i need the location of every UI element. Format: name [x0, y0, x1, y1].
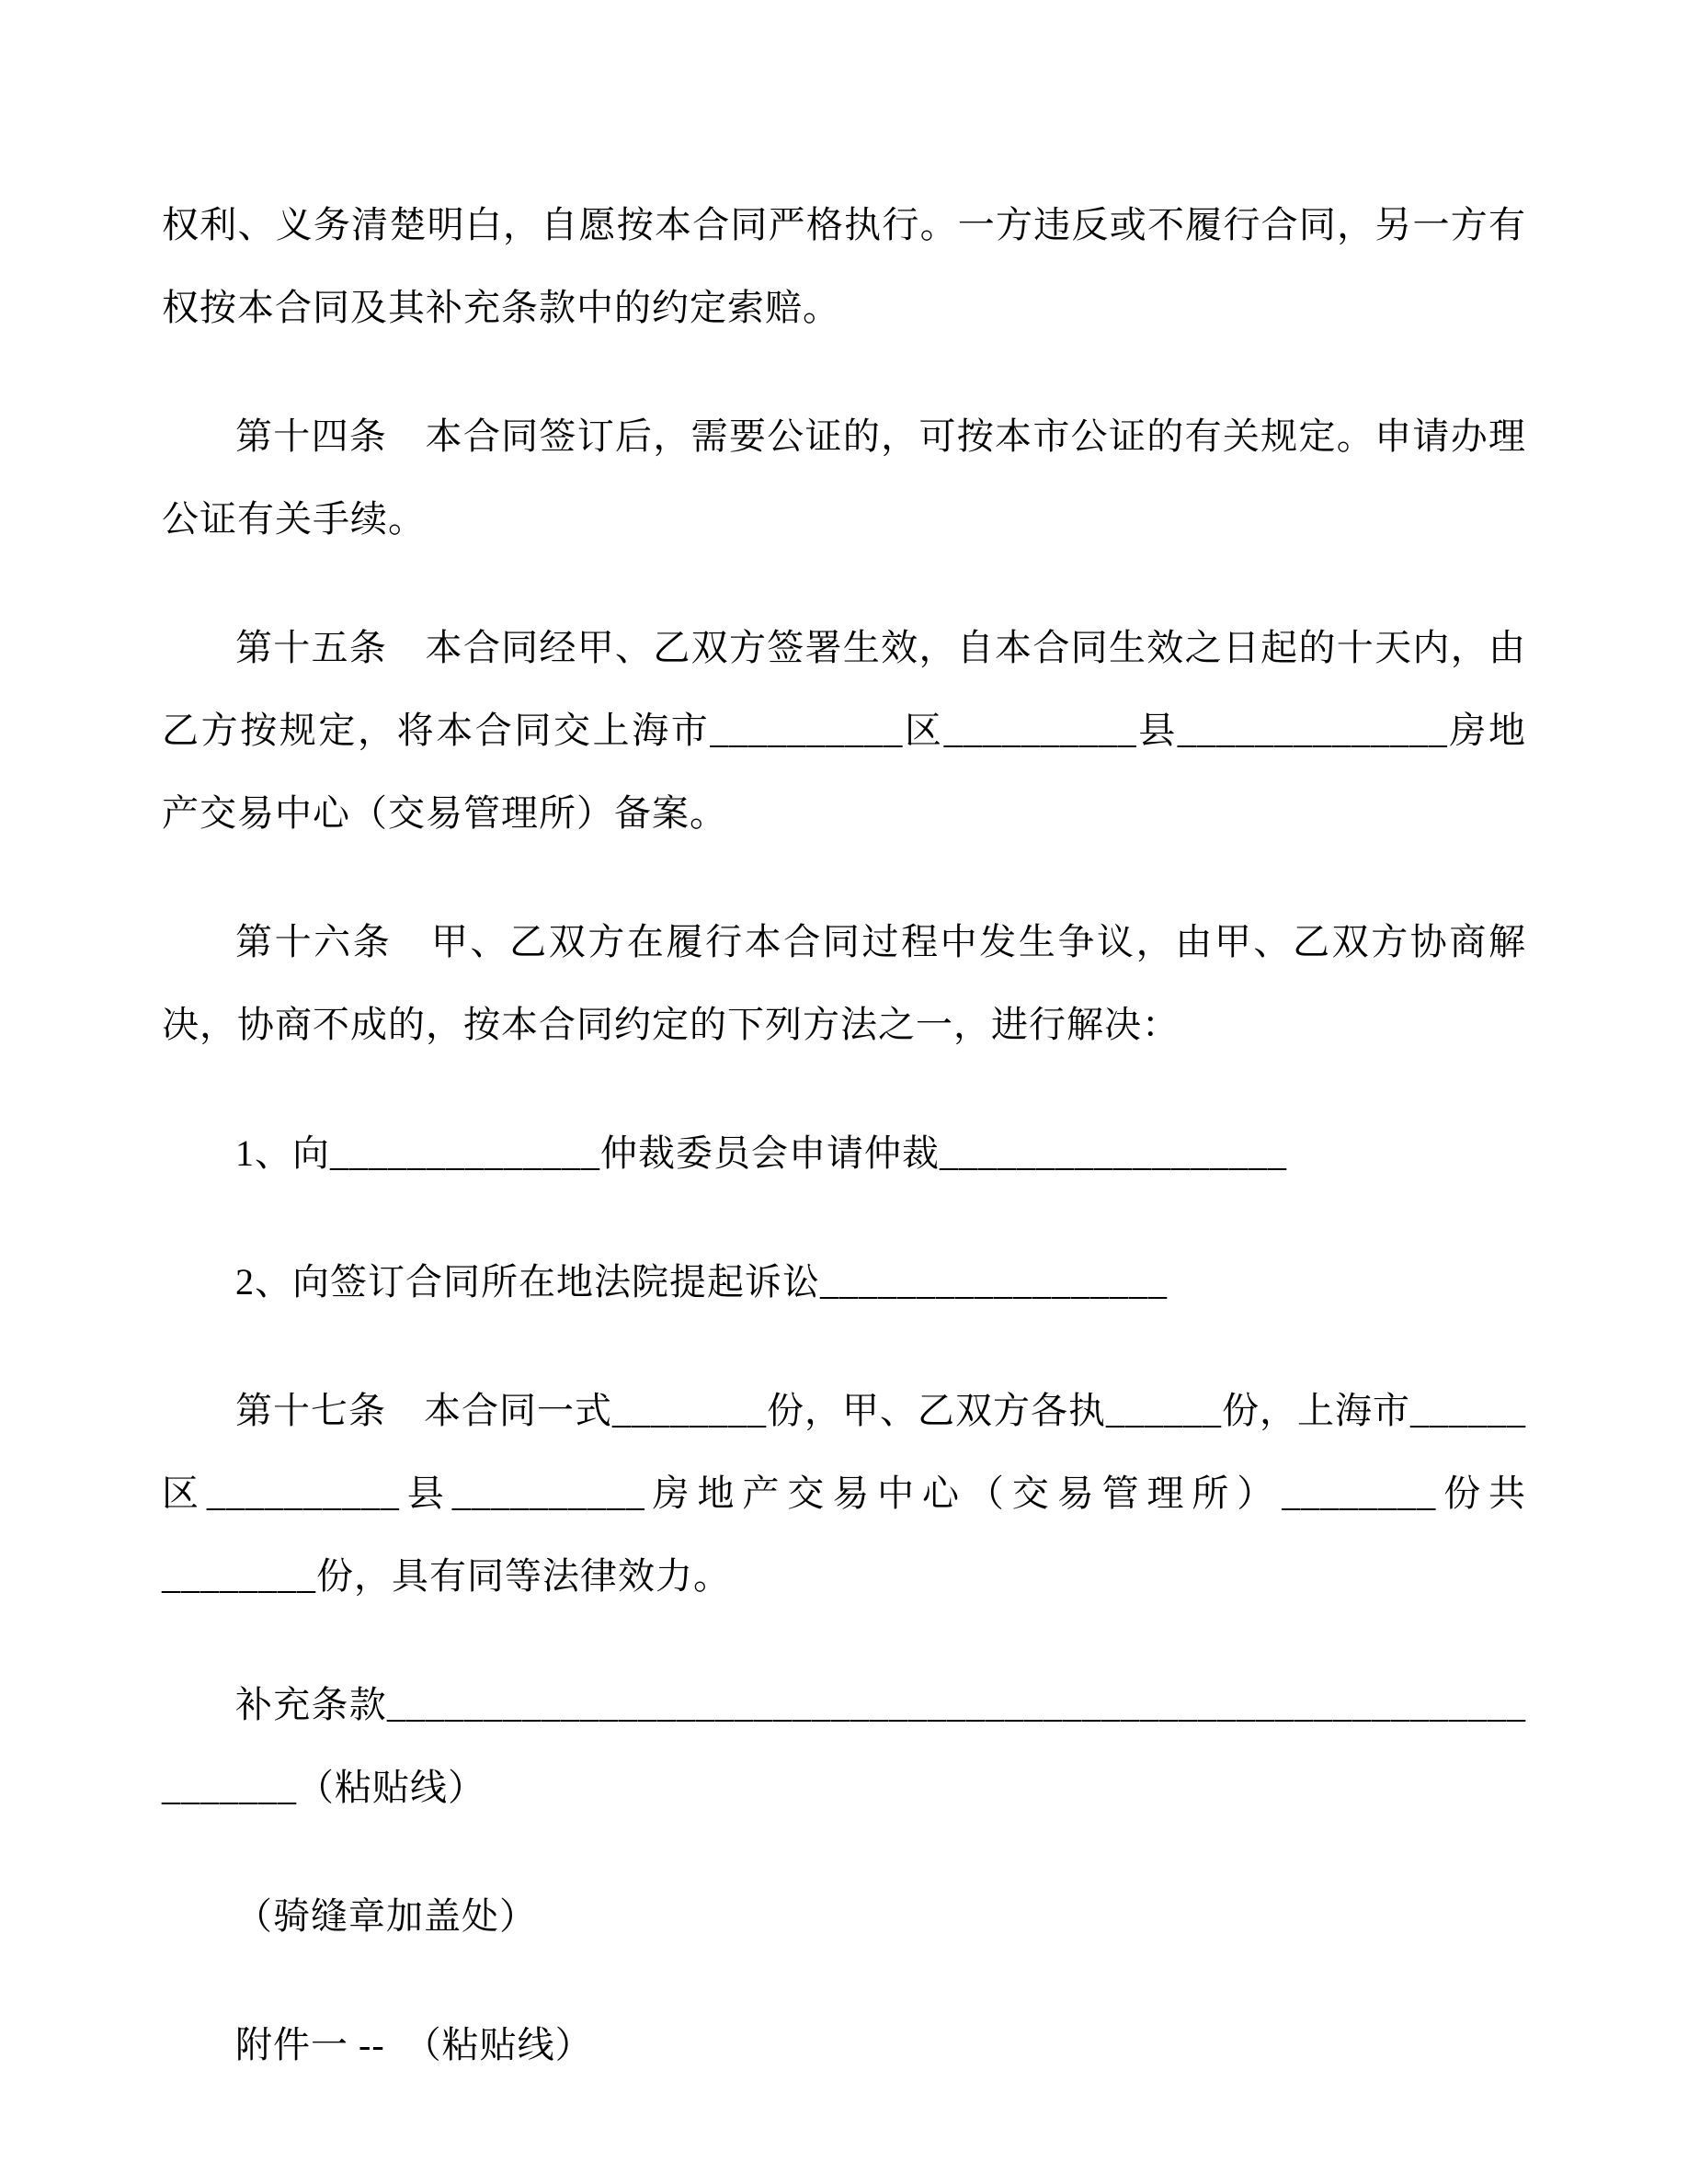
- paragraph-clause-14: 第十四条 本合同签订后，需要公证的，可按本市公证的有关规定。申请办理公证有关手续。: [162, 415, 1526, 540]
- paragraph-dispute-option-1: 1、向______________仲裁委员会申请仲裁__________________: [235, 1132, 1287, 1174]
- paragraph-supplementary-terms: 补充条款__________________________________________________________________（粘贴线）: [162, 1684, 1526, 1808]
- paragraph-seal-note: （骑缝章加盖处）: [235, 1895, 537, 1937]
- paragraph-attachment-note: 附件一 -- （粘贴线）: [235, 2024, 593, 2065]
- paragraph-clause-17: 第十七条 本合同一式________份，甲、乙双方各执______份，上海市______区__________县__________房地产交易中心（交易管理所）________份共________份，具有同等法律效力。: [162, 1390, 1526, 1597]
- contract-body: [162, 184, 1526, 2087]
- paragraph-clause-15: 第十五条 本合同经甲、乙双方签署生效，自本合同生效之日起的十天内，由乙方按规定，将本合同交上海市__________区__________县______________房地产交易中心（交易管理所）备案。: [162, 627, 1526, 834]
- paragraph-dispute-option-2: 2、向签订合同所在地法院提起诉讼__________________: [235, 1261, 1168, 1302]
- paragraph-clause-16: 第十六条 甲、乙双方在履行本合同过程中发生争议，由甲、乙双方协商解决，协商不成的，按本合同约定的下列方法之一，进行解决：: [162, 921, 1526, 1045]
- paragraph-continuation: 权利、义务清楚明白，自愿按本合同严格执行。一方违反或不履行合同，另一方有权按本合同及其补充条款中的约定索赔。: [162, 204, 1526, 328]
